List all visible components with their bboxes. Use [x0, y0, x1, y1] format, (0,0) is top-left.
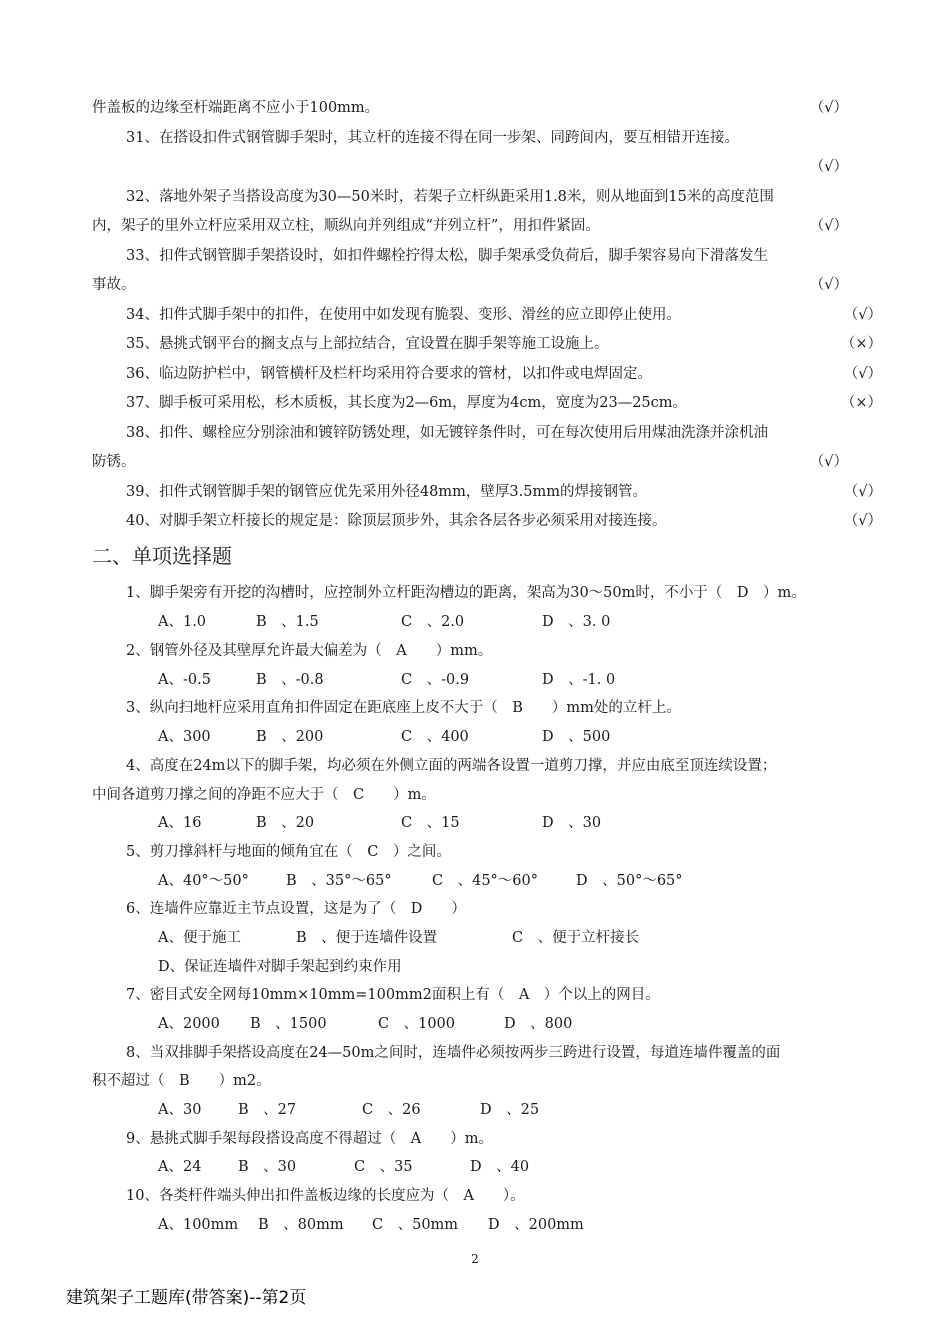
option-b: B 、80mm — [258, 1217, 344, 1233]
option-c: C 、-0.9 — [401, 672, 470, 688]
option-b: B 、20 — [256, 815, 315, 831]
judgement-text: 事故。 — [92, 277, 136, 293]
judgement-line — [92, 305, 896, 325]
answer-mark: （√） — [809, 100, 848, 116]
option-a: A、24 — [158, 1159, 202, 1175]
answer-mark: （√） — [809, 454, 848, 470]
judgement-line — [92, 511, 896, 531]
judgement-text: 内，架子的里外立杆应采用双立柱，顺纵向并列组成“并列立杆”，用扣件紧固。 — [92, 218, 600, 234]
question-line: 8、当双排脚手架搭设高度在24—50m之间时，连墙件必须按两步三跨进行设置，每道连墙件覆盖的面 — [126, 1045, 781, 1061]
judgement-line — [92, 334, 896, 354]
judgement-line — [92, 216, 862, 236]
question-line: 1、脚手架旁有开挖的沟槽时，应控制外立杆距沟槽边的距离，架高为30～50m时，不小于（ D ）m。 — [126, 585, 806, 601]
judgement-text: 33、扣件式钢管脚手架搭设时，如扣件螺栓拧得太松，脚手架承受负荷后，脚手架容易向下滑落发生 — [126, 248, 768, 264]
answer-mark: （√） — [843, 307, 882, 323]
option-c: C 、400 — [401, 729, 469, 745]
judgement-text: 37、脚手板可采用松，杉木质板，其长度为2—6m，厚度为4cm，宽度为23—25cm。 — [126, 395, 688, 411]
question-line: 3、纵向扫地杆应采用直角扣件固定在距底座上皮不大于（ B ）mm处的立杆上。 — [126, 700, 681, 716]
option-c: C 、26 — [362, 1102, 421, 1118]
page-number: 2 — [471, 1252, 479, 1266]
judgement-text: 38、扣件、螺栓应分别涂油和镀锌防锈处理，如无镀锌条件时，可在每次使用后用煤油洗涤并涂机油 — [126, 425, 768, 441]
option-a: A、便于施工 — [158, 930, 241, 946]
question-line: 2、钢管外径及其壁厚允许最大偏差为（ A ）mm。 — [126, 643, 493, 659]
judgement-text: 31、在搭设扣件式钢管脚手架时，其立杆的连接不得在同一步架、同跨间内，要互相错开连接。 — [126, 130, 739, 146]
answer-mark: （√） — [809, 159, 848, 175]
answer-mark: （√） — [843, 513, 882, 529]
judgement-text: 件盖板的边缘至杆端距离不应小于100mm。 — [92, 100, 380, 116]
option-d: D 、800 — [504, 1016, 573, 1032]
option-a: A、30 — [158, 1102, 202, 1118]
option-a: A、16 — [158, 815, 202, 831]
option-d: D 、200mm — [488, 1217, 584, 1233]
judgement-text: 34、扣件式脚手架中的扣件，在使用中如发现有脆裂、变形、滑丝的应立即停止使用。 — [126, 307, 681, 323]
question-line: 7、密目式安全网每10mm×10mm=100mm2面积上有（ A ）个以上的网目。 — [126, 987, 660, 1003]
option-d: D 、3. 0 — [542, 614, 611, 630]
judgement-text: 40、对脚手架立杆接长的规定是：除顶层顶步外，其余各层各步必须采用对接连接。 — [126, 513, 667, 529]
option-a: A、1.0 — [158, 614, 207, 630]
option-b: B 、35°～65° — [286, 873, 392, 889]
option-d: D 、50°～65° — [576, 873, 683, 889]
judgement-text: 32、落地外架子当搭设高度为30—50米时，若架子立杆纵距采用1.8米，则从地面到15米的高度范围 — [126, 189, 774, 205]
answer-mark: （√） — [843, 366, 882, 382]
judgement-line — [92, 98, 862, 118]
answer-mark: （√） — [809, 277, 848, 293]
judgement-line — [92, 275, 862, 295]
judgement-line — [92, 187, 896, 207]
question-line: 4、高度在24m以下的脚手架，均必须在外侧立面的两端各设置一道剪刀撑，并应由底至顶连续设置； — [126, 758, 777, 774]
option-d: D 、40 — [470, 1159, 530, 1175]
option-b: B 、便于连墙件设置 — [296, 930, 438, 946]
judgement-line — [92, 393, 896, 413]
judgement-text: 39、扣件式钢管脚手架的钢管应优先采用外径48mm，壁厚3.5mm的焊接钢管。 — [126, 484, 647, 500]
question-line: 6、连墙件应靠近主节点设置，这是为了（ D ） — [126, 901, 466, 917]
option-b: B 、200 — [256, 729, 324, 745]
option-a: A、300 — [158, 729, 211, 745]
question-line: 10、各类杆件端头伸出扣件盖板边缘的长度应为（ A ）。 — [126, 1188, 525, 1204]
option-b: B 、30 — [238, 1159, 297, 1175]
option-c: C 、2.0 — [401, 614, 465, 630]
option-b: B 、27 — [238, 1102, 297, 1118]
judgement-line — [92, 246, 896, 266]
option-b: B 、1.5 — [256, 614, 319, 630]
option-b: B 、1500 — [250, 1016, 327, 1032]
option-d: D 、25 — [480, 1102, 540, 1118]
option-b: B 、-0.8 — [256, 672, 324, 688]
section-title: 二、单项选择题 — [92, 544, 232, 568]
option-c: C 、1000 — [378, 1016, 455, 1032]
judgement-line — [92, 482, 896, 502]
footer-title: 建筑架子工题库(带答案)--第2页 — [66, 1288, 307, 1308]
option-c: C 、便于立杆接长 — [512, 930, 640, 946]
option-a: A、40°～50° — [158, 873, 249, 889]
answer-mark: （√） — [809, 218, 848, 234]
question-line: 中间各道剪刀撑之间的净距不应大于（ C ）m。 — [92, 787, 436, 803]
question-line: 积不超过（ B ）m2。 — [92, 1073, 271, 1089]
option-a: A、-0.5 — [158, 672, 211, 688]
option-d: D 、-1. 0 — [542, 672, 616, 688]
option-d: D、保证连墙件对脚手架起到约束作用 — [158, 959, 402, 975]
question-line: 9、悬挑式脚手架每段搭设高度不得超过（ A ）m。 — [126, 1131, 493, 1147]
judgement-text: 防锈。 — [92, 454, 136, 470]
option-d: D 、30 — [542, 815, 602, 831]
answer-mark: （×） — [840, 336, 882, 352]
option-c: C 、35 — [354, 1159, 413, 1175]
answer-mark: （×） — [840, 395, 882, 411]
option-d: D 、500 — [542, 729, 611, 745]
answer-mark: （√） — [843, 484, 882, 500]
option-a: A、2000 — [158, 1016, 220, 1032]
judgement-line — [92, 452, 862, 472]
question-line: 5、剪刀撑斜杆与地面的倾角宜在（ C ）之间。 — [126, 844, 451, 860]
option-c: C 、45°～60° — [432, 873, 538, 889]
option-c: C 、50mm — [372, 1217, 459, 1233]
option-c: C 、15 — [401, 815, 460, 831]
judgement-text: 36、临边防护栏中，钢管横杆及栏杆均采用符合要求的管材，以扣件或电焊固定。 — [126, 366, 652, 382]
judgement-line — [92, 364, 896, 384]
option-a: A、100mm — [158, 1217, 239, 1233]
judgement-line — [92, 423, 896, 443]
judgement-line — [92, 128, 896, 148]
judgement-text: 35、悬挑式钢平台的搁支点与上部拉结合，宜设置在脚手架等施工设施上。 — [126, 336, 609, 352]
